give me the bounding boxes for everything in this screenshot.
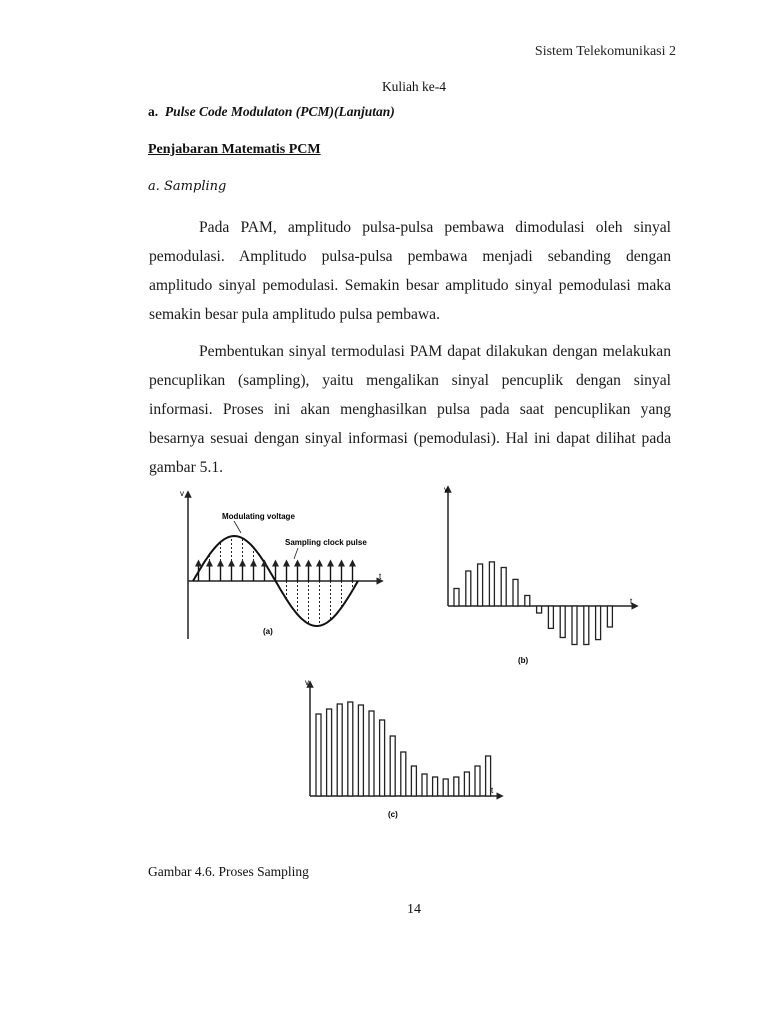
pulse-bar [537, 606, 542, 613]
pulse-bar [501, 568, 506, 607]
pulse-bar [560, 606, 565, 638]
pulse-bar [411, 766, 416, 796]
pulse-bar [489, 562, 494, 606]
paragraph-2: Pembentukan sinyal termodulasi PAM dapat dilakukan dengan melakukan pencuplikan (sampling), yaitu mengalikan sinyal pencuplik dengan sinyal informasi. Proses ini akan menghasilkan pulsa pada saat pencuplikan yang besarnya sesuai dengan sinyal informasi (pemodulasi). Hal ini dapat dilihat pada gambar 5.1. [149, 343, 671, 476]
panel-a-x-label: t [379, 572, 382, 581]
panel-b-pulses [454, 562, 612, 645]
pulse-bar [607, 606, 612, 627]
panel-a [180, 489, 382, 639]
pulse-bar [454, 777, 459, 796]
panel-a-label: (a) [263, 627, 273, 636]
modulating-voltage-label: Modulating voltage [222, 512, 295, 521]
pulse-bar [327, 709, 332, 796]
running-header: Sistem Telekomunikasi 2 [534, 44, 676, 59]
panel-c-label: (c) [388, 810, 398, 819]
pulse-bar [390, 736, 395, 796]
pulse-bar [316, 714, 321, 796]
figure-caption: Gambar 4.6. Proses Sampling [148, 864, 309, 879]
pulse-bar [348, 702, 353, 796]
pulse-bar [478, 564, 483, 606]
pulse-bar [380, 720, 385, 796]
panel-c [305, 678, 500, 819]
pulse-bar [401, 752, 406, 796]
pulse-bar [466, 571, 471, 606]
paragraph-1: Pada PAM, amplitudo pulsa-pulsa pembawa dimodulasi oleh sinyal pemodulasi. Amplitudo pulsa-pulsa pembawa menjadi sebanding dengan amplitudo sinyal pemodulasi. Semakin besar amplitudo sinyal pemodulasi maka semakin besar pula amplitudo pulsa pembawa. [149, 219, 671, 323]
pulse-bar [358, 705, 363, 796]
section-heading [148, 104, 395, 120]
pulse-bar [572, 606, 577, 645]
pulse-bar [443, 779, 448, 796]
panel-b-x-label: t [630, 597, 633, 606]
panel-c-y-label: v [305, 678, 309, 687]
pulse-bar [433, 777, 438, 796]
math-heading: Penjabaran Matematis PCM [148, 142, 321, 157]
pulse-bar [584, 606, 589, 645]
pulse-bar [596, 606, 601, 640]
sampling-clock-label: Sampling clock pulse [285, 538, 367, 547]
pulse-bar [548, 606, 553, 628]
panel-c-x-label: t [491, 786, 494, 795]
pulse-bar [464, 772, 469, 796]
lecture-number: Kuliah ke-4 [381, 79, 447, 94]
panel-a-y-label: v [180, 489, 184, 498]
pulse-bar [525, 596, 530, 607]
section-title: Pulse Code Modulaton (PCM)(Lanjutan) [164, 104, 395, 119]
section-marker: a. [148, 104, 159, 119]
panel-b [444, 485, 635, 665]
panel-b-label: (b) [518, 656, 529, 665]
sampling-figure [148, 484, 648, 834]
pulse-bar [475, 766, 480, 796]
pulse-bar [369, 711, 374, 796]
subsection-heading: a. Sampling [148, 179, 227, 194]
pulse-bar [337, 704, 342, 796]
panel-c-pulses [316, 702, 491, 796]
pulse-bar [513, 579, 518, 606]
pulse-bar [486, 756, 491, 796]
page-number: 14 [407, 902, 421, 917]
pulse-bar [422, 774, 427, 796]
pulse-bar [454, 589, 459, 607]
panel-b-y-label: v [444, 485, 448, 494]
